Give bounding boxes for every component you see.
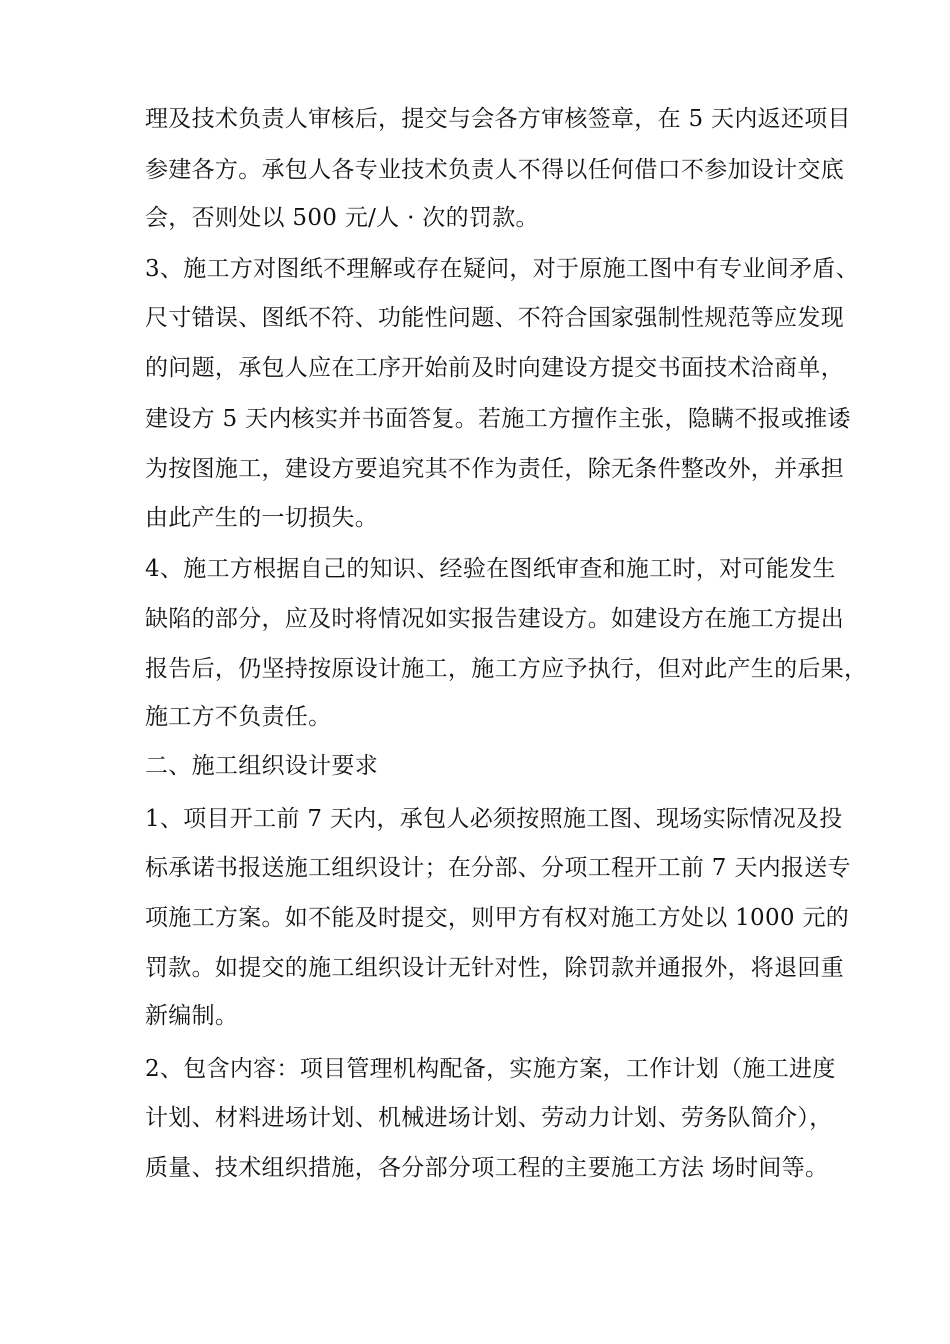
body-text-line: 参建各方。承包人各专业技术负责人不得以任何借口不参加设计交底 (145, 157, 844, 183)
body-text-line: 1、项目开工前 7 天内，承包人必须按照施工图、现场实际情况及投 (145, 806, 843, 832)
body-text-line: 的问题，承包人应在工序开始前及时向建设方提交书面技术洽商单， (145, 355, 844, 381)
body-text-line: 3、施工方对图纸不理解或存在疑问，对于原施工图中有专业间矛盾、 (145, 256, 859, 282)
body-text-line: 4、施工方根据自己的知识、经验在图纸审查和施工时，对可能发生 (145, 556, 836, 582)
body-text-line: 质量、技术组织措施，各分部分项工程的主要施工方法 场时间等。 (145, 1155, 829, 1181)
body-text-line: 为按图施工，建设方要追究其不作为责任，除无条件整改外，并承担 (145, 456, 844, 482)
body-text-line: 理及技术负责人审核后，提交与会各方审核签章，在 5 天内返还项目 (145, 106, 851, 132)
body-text-line: 建设方 5 天内核实并书面答复。若施工方擅作主张，隐瞒不报或推诿 (145, 406, 851, 432)
body-text-line: 会，否则处以 500 元/人 · 次的罚款。 (145, 205, 539, 231)
body-text-line: 施工方不负责任。 (145, 704, 332, 730)
body-text-line: 尺寸错误、图纸不符、功能性问题、不符合国家强制性规范等应发现 (145, 305, 844, 331)
body-text-line: 缺陷的部分，应及时将情况如实报告建设方。如建设方在施工方提出 (145, 606, 844, 632)
body-text-line: 新编制。 (145, 1003, 239, 1029)
body-text-line: 标承诺书报送施工组织设计；在分部、分项工程开工前 7 天内报送专 (145, 855, 851, 881)
section-heading: 二、施工组织设计要求 (145, 753, 378, 779)
body-text-line: 由此产生的一切损失。 (145, 505, 378, 531)
body-text-line: 项施工方案。如不能及时提交，则甲方有权对施工方处以 1000 元的 (145, 905, 850, 931)
body-text-line: 2、包含内容：项目管理机构配备，实施方案，工作计划（施工进度 (145, 1056, 836, 1082)
body-text-line: 报告后，仍坚持按原设计施工，施工方应予执行，但对此产生的后果， (145, 656, 868, 682)
body-text-line: 罚款。如提交的施工组织设计无针对性，除罚款并通报外，将退回重 (145, 955, 844, 981)
body-text-line: 计划、材料进场计划、机械进场计划、劳动力计划、劳务队简介）， (145, 1105, 833, 1131)
